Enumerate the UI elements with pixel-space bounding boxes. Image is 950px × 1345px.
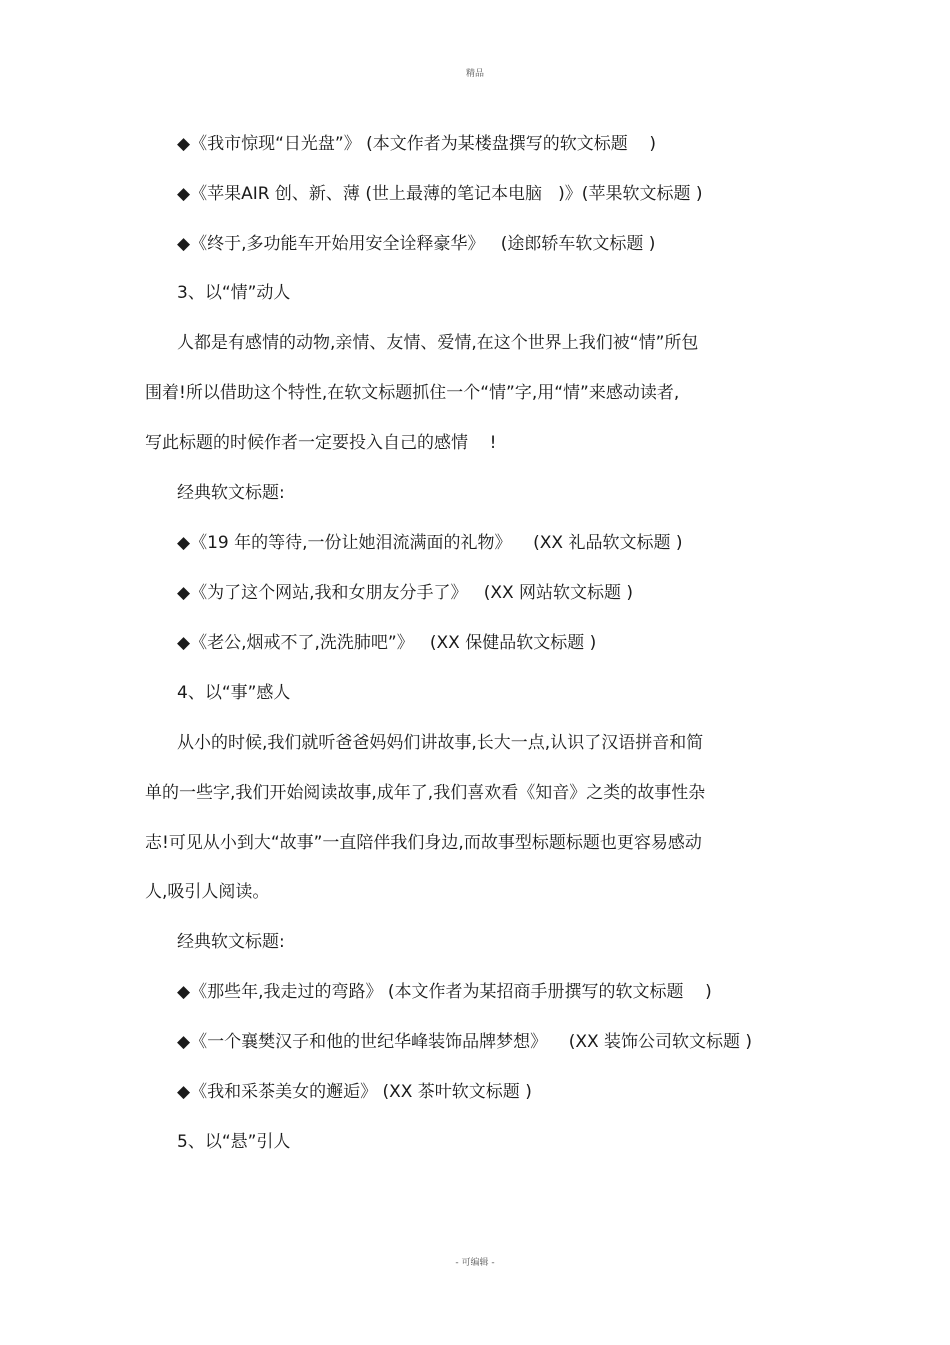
section-heading: 4、以“事”感人 xyxy=(177,683,291,703)
paragraph-line: 从小的时候,我们就听爸爸妈妈们讲故事,长大一点,认识了汉语拼音和简 xyxy=(177,733,704,753)
paragraph-line: 围着!所以借助这个特性,在软文标题抓住一个“情”字,用“情”来感动读者, xyxy=(145,383,680,403)
bullet-title-line: ◆《我和采茶美女的邂逅》 (XX 茶叶软文标题 ) xyxy=(177,1082,532,1102)
bullet-title-line: ◆《我市惊现“日光盘”》 (本文作者为某楼盘撰写的软文标题 ) xyxy=(177,134,656,154)
paragraph-line: 写此标题的时候作者一定要投入自己的感情 ! xyxy=(145,433,497,453)
section-heading: 5、以“悬”引人 xyxy=(177,1132,291,1152)
bullet-title-line: ◆《那些年,我走过的弯路》 (本文作者为某招商手册撰写的软文标题 ) xyxy=(177,982,712,1002)
bullet-title-line: ◆《终于,多功能车开始用安全诠释豪华》 (途郎轿车软文标题 ) xyxy=(177,234,656,254)
paragraph-line: 志!可见从小到大“故事”一直陪伴我们身边,而故事型标题标题也更容易感动 xyxy=(145,833,702,853)
bullet-title-line: ◆《为了这个网站,我和女朋友分手了》 (XX 网站软文标题 ) xyxy=(177,583,634,603)
paragraph-line: 人,吸引人阅读。 xyxy=(145,882,270,902)
bullet-title-line: ◆《19 年的等待,一份让她泪流满面的礼物》 (XX 礼品软文标题 ) xyxy=(177,533,683,553)
paragraph-line: 单的一些字,我们开始阅读故事,成年了,我们喜欢看《知音》之类的故事性杂 xyxy=(145,783,706,803)
bullet-title-line: ◆《苹果AIR 创、新、薄 (世上最薄的笔记本电脑 )》(苹果软文标题 ) xyxy=(177,184,703,204)
page-footer: - 可编辑 - xyxy=(455,1258,495,1268)
subheading: 经典软文标题: xyxy=(177,932,285,952)
subheading: 经典软文标题: xyxy=(177,483,285,503)
section-heading: 3、以“情”动人 xyxy=(177,283,291,303)
paragraph-line: 人都是有感情的动物,亲情、友情、爱情,在这个世界上我们被“情”所包 xyxy=(177,333,699,353)
bullet-title-line: ◆《老公,烟戒不了,洗洗肺吧”》 (XX 保健品软文标题 ) xyxy=(177,633,597,653)
bullet-title-line: ◆《一个襄樊汉子和他的世纪华峰装饰品牌梦想》 (XX 装饰公司软文标题 ) xyxy=(177,1032,753,1052)
page-header: 精品 xyxy=(465,69,484,79)
